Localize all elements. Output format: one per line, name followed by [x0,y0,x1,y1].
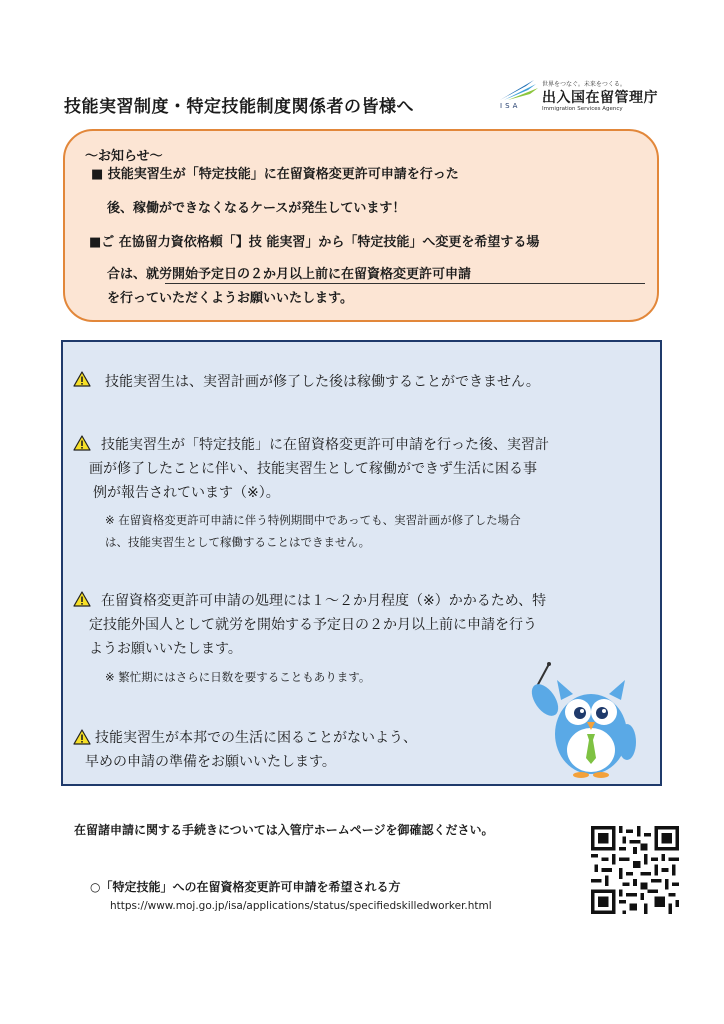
info-line: ようお願いいたします。 [89,641,242,657]
page-title: 技能実習制度・特定技能制度関係者の皆様へ [64,97,414,117]
main-info-box [61,340,662,786]
warning-icon [73,435,91,451]
info-line: 在留資格変更許可申請の処理には１～２か月程度（※）かかるため、特 [101,593,547,609]
logo-tagline: 世界をつなぐ。未来をつくる。 [542,81,626,88]
info-line: 技能実習生が「特定技能」に在留資格変更許可申請を行った後、実習計 [101,437,549,453]
warning-icon [73,371,91,387]
info-line: 早めの申請の準備をお願いいたします。 [85,754,336,770]
warning-icon [73,729,91,745]
notice-line: 後、稼働ができなくなるケースが発生しています！ [107,201,406,216]
logo-english: Immigration Services Agency [542,106,623,112]
notice-heading: ～お知らせ～ [85,149,163,164]
notice-line: ■ご 在協留力資依格頼「】技 能実習」から「特定技能」へ変更を希望する場 [89,235,540,250]
underline [165,283,645,284]
notice-box [63,129,659,322]
footer-link-label: ○「特定技能」への在留資格変更許可申請を希望される方 [90,880,401,894]
isa-logo-icon [498,78,540,104]
footer-url-link[interactable]: https://www.moj.go.jp/isa/applications/status/specifiedskilledworker.html [110,900,492,912]
logo-abbr: ISA [500,102,521,110]
info-line: 技能実習生が本邦での生活に困ることがないよう、 [95,730,417,746]
info-line: 定技能外国人として就労を開始する予定日の２か月以上前に申請を行う [89,617,537,633]
notice-line: ■ 技能実習生が「特定技能」に在留資格変更許可申請を行った [91,167,459,182]
qr-code[interactable] [591,826,679,914]
notice-line: を行っていただくようお願いいたします。 [107,291,353,306]
isa-logo [498,78,678,114]
footer-intro: 在留諸申請に関する手続きについては入管庁ホームページを御確認ください。 [74,823,494,837]
info-line: 画が修了したことに伴い、技能実習生として稼働ができず生活に困る事 [89,461,537,477]
info-note: ※ 繁忙期にはさらに日数を要することもあります。 [105,670,371,684]
info-note: ※ 在留資格変更許可申請に伴う特例期間中であっても、実習計画が修了した場合 [105,513,521,527]
warning-icon [73,591,91,607]
info-line: 例が報告されています（※）。 [93,485,280,501]
info-line: 技能実習生は、実習計画が修了した後は稼働することができません。 [105,374,540,390]
logo-name: 出入国在留管理庁 [542,90,658,106]
owl-mascot [523,662,653,782]
info-note: は、技能実習生として稼働することはできません。 [105,535,371,549]
notice-line: 合は、就労開始予定日の２か月以上前に在留資格変更許可申請 [107,267,472,282]
